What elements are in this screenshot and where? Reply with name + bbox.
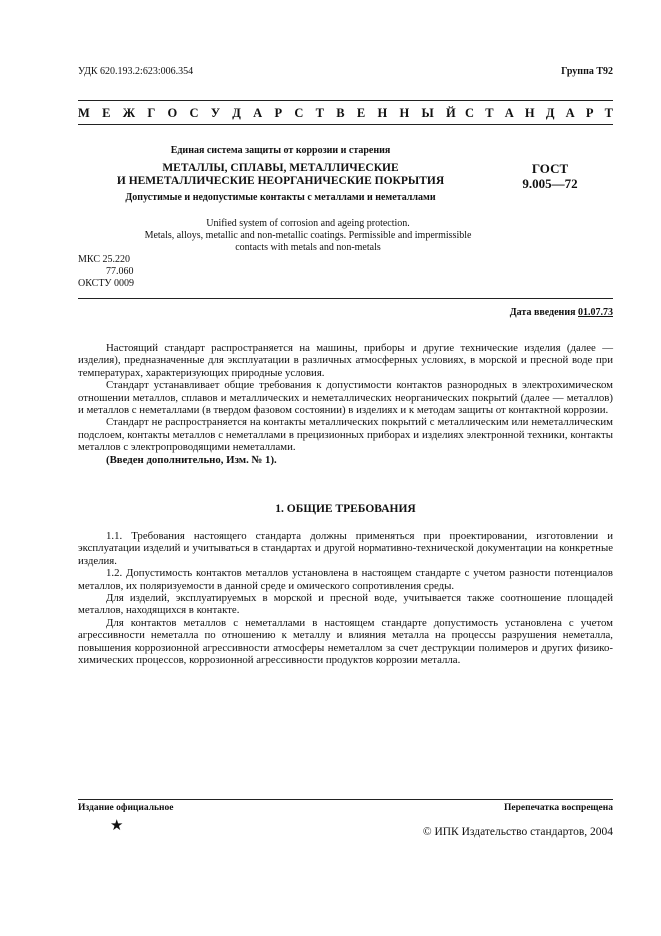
group-code: Группа Т92 — [561, 66, 613, 77]
banner-letter: Д — [545, 106, 555, 120]
banner-letter: Ж — [122, 106, 136, 120]
intro-paragraph: Стандарт не распространяется на контакты металлических покрытий с металлическим или неметаллическим подслоем, контакты металлов с неметаллами в прецизионных приборах и изделиях электронной техники, контакты металлов с электропроводящими неметаллами. — [78, 416, 613, 454]
intro-paragraph: Настоящий стандарт распространяется на машины, приборы и другие технические изделия (далее — изделия), предназначенные для эксплуатации в различных атмосферных условиях, в морской и пресной воде при температурах, характеризующих природные условия. — [78, 342, 613, 379]
banner-letter: Н — [377, 106, 388, 120]
mks-code-1: МКС 25.220 — [78, 254, 130, 265]
section-paragraph: 1.1. Требования настоящего стандарта должны применяться при проектировании, изготовлении и эксплуатации изделий и учитываться в стандартах и другой нормативно-технической документации на конкретные изделия. — [78, 530, 613, 567]
english-title-line-1: Unified system of corrosion and ageing protection. — [206, 218, 410, 229]
standard-banner — [78, 106, 613, 121]
star-icon: ★ — [110, 818, 124, 834]
section-paragraph: Для контактов металлов с неметаллами в настоящем стандарте допустимость установлена с учетом агрессивности неметалла по отношению к металлу и влияния металла на процессы разрушения неметалла, повышения коррозионной агрессивности атмосферы неметаллом за счет деструкции полимеров и других физико-химических процессов, коррозионной агрессивности продуктов коррозии металла. — [78, 616, 613, 667]
english-title-line-3: contacts with metals and non-metals — [235, 242, 381, 253]
banner-letter: Й — [446, 106, 456, 120]
intro-paragraph: Стандарт устанавливает общие требования к допустимости контактов разнородных в электрохимическом отношении металлов, сплавов и металлических и неметаллических неорганических покрытий (далее — металлов) и металлов с неметаллами (в твердом фазовом состоянии) в изделиях и к методам защиты от контактной коррозии. — [78, 379, 613, 417]
udk-code: УДК 620.193.2:623:006.354 — [78, 66, 194, 77]
date-label: Дата введения — [509, 307, 576, 318]
banner-letter: А — [253, 106, 263, 120]
title-line-2: И НЕМЕТАЛЛИЧЕСКИЕ НЕОРГАНИЧЕСКИЕ ПОКРЫТИЯ — [116, 175, 445, 187]
banner-letter: О — [167, 106, 178, 120]
banner-letter: А — [504, 106, 514, 120]
banner-letter: С — [189, 106, 199, 120]
banner-letter: Е — [356, 106, 366, 120]
footer-divider — [78, 799, 613, 800]
top-divider — [78, 100, 613, 101]
banner-letter: Н — [399, 106, 410, 120]
amendment-note: (Введен дополнительно, Изм. № 1). — [106, 453, 277, 466]
section-paragraph: 1.2. Допустимость контактов металлов установлена в настоящем стандарте с учетом разности потенциалов металлов, их поляризуемости в данной среде и омического сопротивления среды. — [78, 567, 613, 592]
banner-letter: Т — [604, 106, 613, 120]
banner-letter: А — [565, 106, 575, 120]
banner-divider — [78, 124, 613, 125]
banner-letter: Т — [485, 106, 494, 120]
mks-code-2: 77.060 — [106, 266, 134, 277]
date-value: 01.07.73 — [578, 307, 613, 318]
english-title — [78, 218, 538, 254]
classification-codes — [78, 254, 134, 290]
reprint-prohibited: Перепечатка воспрещена — [503, 803, 613, 813]
okstu-code: ОКСТУ 0009 — [78, 278, 135, 289]
gost-designation — [500, 161, 600, 191]
banner-letter: Д — [232, 106, 241, 120]
banner-letter: Р — [274, 106, 283, 120]
title-line-1: МЕТАЛЛЫ, СПЛАВЫ, МЕТАЛЛИЧЕСКИЕ — [162, 162, 399, 174]
section-text — [78, 530, 613, 666]
banner-letter: С — [294, 106, 304, 120]
banner-letter: Г — [147, 106, 156, 120]
section-heading: 1. ОБЩИЕ ТРЕБОВАНИЯ — [275, 503, 416, 515]
intro-text — [78, 342, 613, 466]
section-paragraph: Для изделий, эксплуатируемых в морской и пресной воде, учитывается также соотношение площадей металлов, находящихся в контакте. — [78, 592, 613, 617]
banner-letter: Ы — [421, 106, 434, 120]
banner-word-standard — [465, 106, 613, 121]
banner-letter: Е — [102, 106, 111, 120]
gost-label: ГОСТ — [531, 161, 569, 176]
document-title — [78, 162, 483, 188]
english-title-line-2: Metals, alloys, metallic and non-metallic coatings. Permissible and impermissible — [144, 230, 472, 241]
series-title: Единая система защиты от коррозии и старения — [170, 145, 391, 156]
official-edition: Издание официальное — [78, 803, 174, 813]
banner-letter: В — [336, 106, 345, 120]
banner-letter: У — [210, 106, 221, 120]
banner-letter: Р — [585, 106, 594, 120]
banner-word-interstate — [78, 106, 456, 121]
copyright: © ИПК Издательство стандартов, 2004 — [422, 826, 613, 838]
date-divider — [78, 298, 613, 299]
banner-letter: Н — [524, 106, 535, 120]
document-subtitle: Допустимые и недопустимые контакты с металлами и неметаллами — [125, 192, 436, 203]
introduction-date — [510, 307, 613, 318]
banner-letter: М — [78, 106, 90, 120]
banner-letter: Т — [315, 106, 325, 120]
banner-letter: С — [465, 106, 475, 120]
gost-number: 9.005—72 — [522, 176, 578, 191]
